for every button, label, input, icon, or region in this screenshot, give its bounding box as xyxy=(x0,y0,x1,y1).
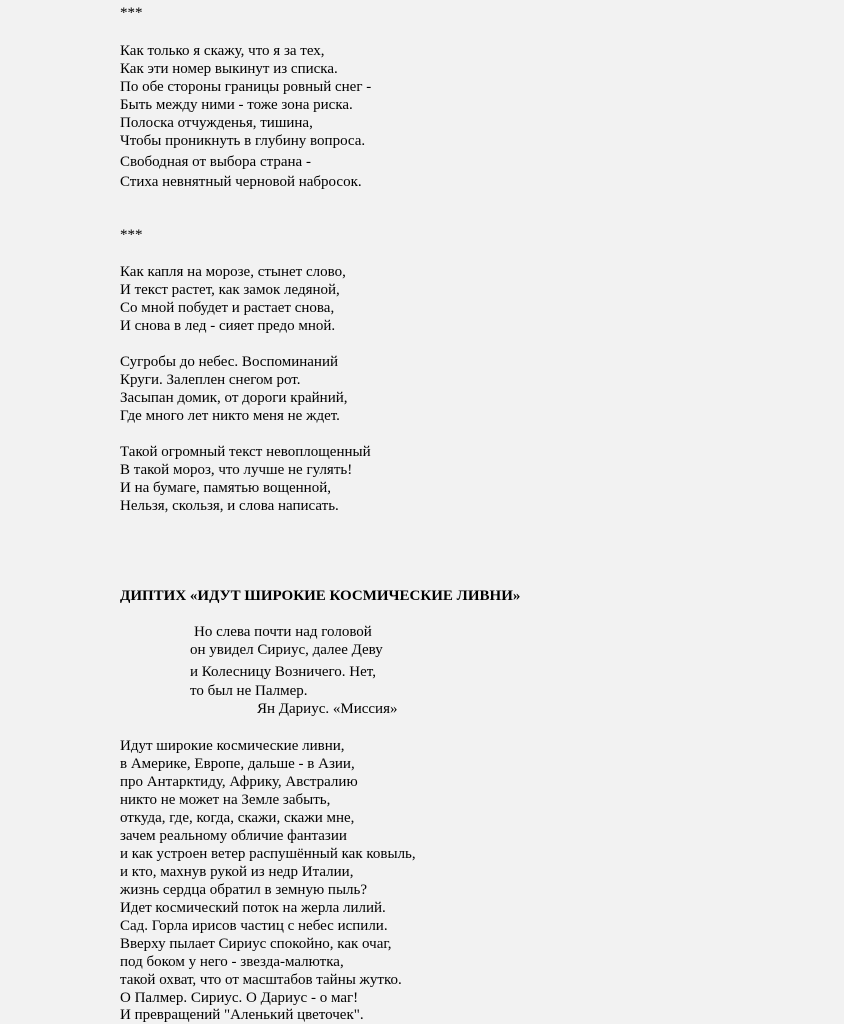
poem-line: Как эти номер выкинут из списка. xyxy=(120,61,338,77)
poem-line: Стиха невнятный черновой набросок. xyxy=(120,174,362,190)
poem-line: Нельзя, скользя, и слова написать. xyxy=(120,498,339,514)
poem-line: Засыпан домик, от дороги крайний, xyxy=(120,390,348,406)
poem-line: откуда, где, когда, скажи, скажи мне, xyxy=(120,810,355,826)
poem-line: Сугробы до небес. Воспоминаний xyxy=(120,354,338,370)
epigraph-line: он увидел Сириус, далее Деву xyxy=(190,642,383,658)
poem-line: Где много лет никто меня не ждет. xyxy=(120,408,340,424)
poem-separator: *** xyxy=(120,227,143,243)
poem-line: такой охват, что от масштабов тайны жутко. xyxy=(120,972,402,988)
poem-line: в Америке, Европе, дальше - в Азии, xyxy=(120,756,355,772)
poem-line: Круги. Залеплен снегом рот. xyxy=(120,372,301,388)
poem-line: Идут широкие космические ливни, xyxy=(120,738,345,754)
poem-line: и как устроен ветер распушённый как ковыль, xyxy=(120,846,416,862)
poem-line: И на бумаге, памятью вощенной, xyxy=(120,480,331,496)
poem-line: Чтобы проникнуть в глубину вопроса. xyxy=(120,133,366,149)
poem-line: зачем реальному обличие фантазии xyxy=(120,828,347,844)
poem-line: Вверху пылает Сириус спокойно, как очаг, xyxy=(120,936,392,952)
poem-line: и кто, махнув рукой из недр Италии, xyxy=(120,864,354,880)
poem-line: Такой огромный текст невоплощенный xyxy=(120,444,371,460)
epigraph-source: Ян Дариус. «Миссия» xyxy=(257,701,398,717)
poem-line: И текст растет, как замок ледяной, xyxy=(120,282,340,298)
epigraph-line: то был не Палмер. xyxy=(190,683,308,699)
epigraph-line: и Колесницу Возничего. Нет, xyxy=(190,664,376,680)
poem-line: Сад. Горла ирисов частиц с небес испили. xyxy=(120,918,388,934)
poem-line: Идет космический поток на жерла лилий. xyxy=(120,900,386,916)
section-title: ДИПТИХ «ИДУТ ШИРОКИЕ КОСМИЧЕСКИЕ ЛИВНИ» xyxy=(120,588,521,604)
poem-line: Как только я скажу, что я за тех, xyxy=(120,43,325,59)
poem-line: В такой мороз, что лучше не гулять! xyxy=(120,462,353,478)
poem-line: Быть между ними - тоже зона риска. xyxy=(120,97,353,113)
poem-line: Как капля на морозе, стынет слово, xyxy=(120,264,346,280)
poem-line: жизнь сердца обратил в земную пыль? xyxy=(120,882,368,898)
poem-line: И снова в лед - сияет предо мной. xyxy=(120,318,336,334)
poem-line: И превращений "Аленький цветочек". xyxy=(120,1007,364,1023)
epigraph-line: Но слева почти над головой xyxy=(194,624,372,640)
poem-line: Полоска отчужденья, тишина, xyxy=(120,115,313,131)
poem-line: Свободная от выбора страна - xyxy=(120,154,311,170)
poem-line: под боком у него - звезда-малютка, xyxy=(120,954,344,970)
poem-line: про Антарктиду, Африку, Австралию xyxy=(120,774,358,790)
poem-line: По обе стороны границы ровный снег - xyxy=(120,79,372,95)
poem-line: О Палмер. Сириус. О Дариус - о маг! xyxy=(120,990,359,1006)
poem-line: никто не может на Земле забыть, xyxy=(120,792,331,808)
poem-separator: *** xyxy=(120,5,143,21)
poem-line: Со мной побудет и растает снова, xyxy=(120,300,335,316)
